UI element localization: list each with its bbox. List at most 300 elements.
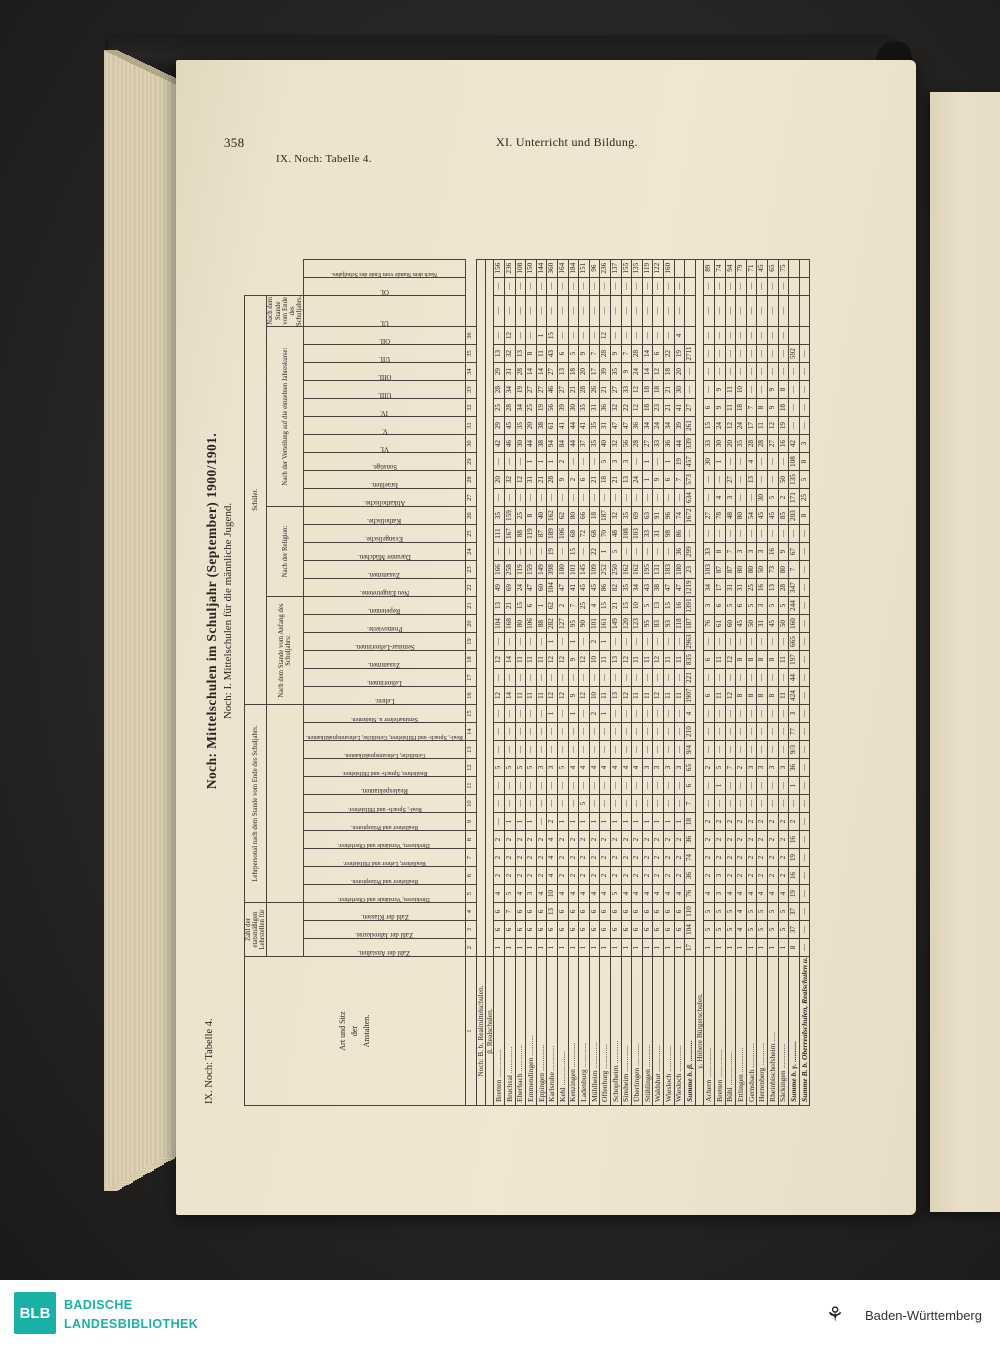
cell: 54 [746, 507, 757, 525]
cell: — [536, 813, 547, 831]
cell: 106 [557, 525, 568, 543]
cell: — [515, 543, 526, 561]
printed-sheet [186, 120, 898, 1120]
cell: 2 [589, 831, 600, 849]
cell: — [494, 813, 505, 831]
cell: 2 [725, 867, 736, 885]
cell: — [557, 489, 568, 507]
cell: — [653, 327, 664, 345]
cell: 6 [515, 921, 526, 939]
cell: 27 [536, 381, 547, 399]
section-subheading-row [485, 259, 494, 1105]
cell: 5 [494, 759, 505, 777]
table-row [725, 259, 736, 1105]
cell: — [663, 723, 674, 741]
cell: 20 [725, 435, 736, 453]
corner-label: IX. Noch: Tabelle 4. [204, 1018, 215, 1104]
cell: 6 [579, 903, 590, 921]
cell: 85 [778, 507, 789, 525]
table-row [568, 259, 579, 1105]
cell: 1 [704, 939, 715, 957]
cell: — [674, 295, 685, 326]
cell: 95 [568, 615, 579, 633]
cell: — [526, 795, 537, 813]
cell: — [746, 633, 757, 651]
cell: 27 [768, 435, 779, 453]
cell: — [568, 795, 579, 813]
cell: — [589, 277, 600, 295]
cell: 11 [674, 651, 685, 669]
cell: 4 [715, 489, 726, 507]
cell: 1 [610, 813, 621, 831]
cell: 2 [674, 831, 685, 849]
cell: — [725, 345, 736, 363]
col-label-36 [304, 327, 466, 345]
cell: 1 [642, 939, 653, 957]
table-title: Noch: Mittelschulen im Schuljahr (September) 1900/1901. [204, 432, 219, 790]
cell: 12 [632, 399, 643, 417]
cell: 1 [674, 939, 685, 957]
cell: 69 [632, 507, 643, 525]
cell: — [757, 453, 768, 471]
cell: 12 [653, 687, 664, 705]
cell: 34 [642, 417, 653, 435]
cell: 1 [568, 813, 579, 831]
cell: 3 [725, 489, 736, 507]
cell: 11 [642, 687, 653, 705]
colno-19: 19 [465, 633, 476, 651]
cell: — [715, 741, 726, 759]
stub-header [245, 957, 466, 1106]
cell: 108 [621, 525, 632, 543]
cell: 78 [715, 507, 726, 525]
cell: — [632, 453, 643, 471]
cell: 56 [547, 399, 558, 417]
cell: — [494, 277, 505, 295]
col-label-text: V. [381, 427, 388, 435]
cell: — [736, 633, 747, 651]
blb-logo: BLB [14, 1292, 56, 1334]
cell: — [610, 633, 621, 651]
cell: 5 [725, 597, 736, 615]
cell: 10 [589, 651, 600, 669]
colno-26: 26 [465, 507, 476, 525]
cell: 95 [642, 615, 653, 633]
cell: — [715, 295, 726, 326]
cell: 6 [704, 687, 715, 705]
cell: 9 [610, 345, 621, 363]
cell: 93 [663, 615, 674, 633]
cell: — [610, 277, 621, 295]
cell: — [746, 705, 757, 723]
cell: — [653, 489, 664, 507]
cell: — [568, 669, 579, 687]
cell: — [557, 543, 568, 561]
cell: — [746, 525, 757, 543]
col-label-text: Reallehrer, Sprach- und Hilfslehrer. [341, 770, 428, 777]
cell: — [799, 579, 810, 597]
cell: 2 [704, 831, 715, 849]
cell [685, 327, 696, 345]
cell: 13 [746, 471, 757, 489]
cell: 6 [621, 921, 632, 939]
colno-29: 29 [465, 453, 476, 471]
colno-14: 14 [465, 723, 476, 741]
cell: 1 [610, 939, 621, 957]
cell: — [610, 295, 621, 326]
colno-34: 34 [465, 363, 476, 381]
library-name [64, 1296, 198, 1334]
cell: 2 [568, 471, 579, 489]
cell: 3 [789, 705, 800, 723]
cell: 106 [526, 615, 537, 633]
col-label-text: Lehrer. [374, 697, 395, 705]
cell: — [789, 363, 800, 381]
cell: 6 [642, 903, 653, 921]
cell: — [663, 777, 674, 795]
cell: — [663, 295, 674, 326]
cell: 1 [653, 813, 664, 831]
cell: — [799, 795, 810, 813]
col-label-text: Zahl der Klassen. [360, 913, 409, 921]
cell: 15 [704, 417, 715, 435]
cell: 47 [526, 579, 537, 597]
section-subheading-filler [485, 259, 494, 956]
cell: — [653, 777, 664, 795]
cell: 2 [557, 867, 568, 885]
cell: 37 [789, 903, 800, 921]
table-row [610, 259, 621, 1105]
cell: 38 [536, 435, 547, 453]
cell: 2 [632, 849, 643, 867]
cell: 2 [715, 849, 726, 867]
cell: 2 [768, 813, 779, 831]
cell: 2 [768, 831, 779, 849]
row-label: Summe b. γ. ........... [789, 957, 800, 1106]
col-label-31 [304, 417, 466, 435]
cell: — [778, 741, 789, 759]
cell: 2 [610, 831, 621, 849]
cell: 1 [547, 705, 558, 723]
cell: — [557, 741, 568, 759]
cell: 2 [621, 831, 632, 849]
cell: 13 [557, 363, 568, 381]
cell: — [663, 489, 674, 507]
cell: — [663, 327, 674, 345]
cell: 1 [536, 939, 547, 957]
cell: — [557, 277, 568, 295]
cell: 25 [746, 579, 757, 597]
cell: — [536, 795, 547, 813]
cell: 4 [674, 327, 685, 345]
cell: — [674, 277, 685, 295]
cell: — [757, 669, 768, 687]
row-label: Wiesloch .............. [663, 957, 674, 1106]
cell: 1 [642, 813, 653, 831]
cell: 6 [715, 597, 726, 615]
cell: 5 [757, 921, 768, 939]
cell: 2 [736, 759, 747, 777]
cell: 2 [757, 849, 768, 867]
cell: 14 [642, 345, 653, 363]
cell: 98 [663, 525, 674, 543]
cell: 9 [778, 543, 789, 561]
cell: 6 [536, 903, 547, 921]
cell: 2 [674, 867, 685, 885]
cell: — [663, 741, 674, 759]
cell: 74 [715, 259, 726, 277]
col-label-text: Real-, Sprach- und Hilfslehrer, Geistliche, Lehramtspraktikanten. [306, 734, 463, 741]
cell: — [621, 795, 632, 813]
col-label-7 [304, 849, 466, 867]
cell: — [704, 381, 715, 399]
cell: 573 [685, 471, 696, 489]
cell: 94 [725, 259, 736, 277]
cell: — [642, 277, 653, 295]
cell: 4 [746, 453, 757, 471]
cell: 2 [768, 867, 779, 885]
cell: — [621, 669, 632, 687]
cell: — [526, 543, 537, 561]
cell: — [526, 295, 537, 326]
cell: 1 [526, 939, 537, 957]
cell: 6 [494, 921, 505, 939]
cell: 3 [621, 453, 632, 471]
cell: 2 [778, 813, 789, 831]
cell: 19 [515, 381, 526, 399]
cell: 12 [515, 471, 526, 489]
cell: — [600, 723, 611, 741]
cell: 63 [642, 507, 653, 525]
cell: 1 [642, 471, 653, 489]
cell: 25 [494, 399, 505, 417]
cell: 8 [757, 651, 768, 669]
cell: 44 [568, 435, 579, 453]
cell: 5 [725, 903, 736, 921]
cell: 1 [642, 453, 653, 471]
cell: 8 [768, 687, 779, 705]
cell: — [600, 669, 611, 687]
cell: — [715, 669, 726, 687]
cell: — [632, 795, 643, 813]
cell: 11 [526, 687, 537, 705]
cell: — [704, 277, 715, 295]
table-row [778, 259, 789, 1105]
cell: — [736, 723, 747, 741]
cell: 32 [505, 345, 516, 363]
col-label-8 [304, 831, 466, 849]
table-row [704, 259, 715, 1105]
cell: 2 [778, 831, 789, 849]
cell: 6 [704, 399, 715, 417]
cell: — [526, 277, 537, 295]
cell: — [685, 525, 696, 543]
cell: — [621, 295, 632, 326]
cell: 29 [494, 417, 505, 435]
col-label-33 [304, 381, 466, 399]
cell: — [579, 327, 590, 345]
cell: 6 [600, 903, 611, 921]
cell: — [757, 381, 768, 399]
col-label-11 [304, 777, 466, 795]
cell: 180 [557, 561, 568, 579]
cell: 5 [557, 759, 568, 777]
cell: 1 [494, 939, 505, 957]
cell: 38 [653, 579, 664, 597]
cell: — [610, 741, 621, 759]
cell: — [589, 777, 600, 795]
cell: — [536, 741, 547, 759]
cell: 12 [632, 381, 643, 399]
cell: — [778, 363, 789, 381]
cell: 2 [589, 705, 600, 723]
cell: — [621, 741, 632, 759]
cell: 4 [579, 885, 590, 903]
cell: — [557, 705, 568, 723]
cell: 4 [746, 885, 757, 903]
cell: — [547, 277, 558, 295]
col-label-23 [304, 561, 466, 579]
cell: — [768, 363, 779, 381]
cell: 32 [505, 471, 516, 489]
cell: 12 [725, 417, 736, 435]
cell: — [768, 453, 779, 471]
cell: — [799, 741, 810, 759]
cell: — [536, 633, 547, 651]
cell: — [610, 705, 621, 723]
cell: 6 [653, 903, 664, 921]
col-label-16 [304, 687, 466, 705]
col-label-text: Darunter Mädchen. [358, 553, 411, 561]
cell [685, 259, 696, 277]
cell: 360 [547, 259, 558, 277]
cell: — [674, 795, 685, 813]
cell: — [632, 777, 643, 795]
cell: 23 [653, 399, 664, 417]
cell: 86 [674, 525, 685, 543]
cell: 4 [621, 759, 632, 777]
cell: — [674, 633, 685, 651]
cell: 5 [715, 903, 726, 921]
cell: 2 [579, 831, 590, 849]
cell: — [494, 543, 505, 561]
cell: 6 [736, 597, 747, 615]
cell: 1 [725, 939, 736, 957]
cell: 2 [768, 849, 779, 867]
cell: 3 [715, 885, 726, 903]
cell: 2 [632, 831, 643, 849]
cell: — [715, 277, 726, 295]
cell: — [704, 471, 715, 489]
row-label: Ladenburg ............. [579, 957, 590, 1106]
cell: — [799, 777, 810, 795]
cell: 1 [505, 939, 516, 957]
cell: — [653, 453, 664, 471]
cell [799, 327, 810, 345]
cell: — [715, 327, 726, 345]
col-label-20 [304, 615, 466, 633]
cell: — [568, 489, 579, 507]
cell: 69 [505, 579, 516, 597]
cell: — [778, 525, 789, 543]
cell: 11 [600, 651, 611, 669]
cell: — [704, 777, 715, 795]
cell: 7 [789, 561, 800, 579]
cell: 9 [568, 687, 579, 705]
cell: — [610, 795, 621, 813]
cell: — [715, 525, 726, 543]
cell: 1 [663, 939, 674, 957]
cell: 50 [746, 615, 757, 633]
cell: — [632, 327, 643, 345]
table-row [547, 259, 558, 1105]
cell: — [757, 723, 768, 741]
cell: 6 [494, 903, 505, 921]
table-row [526, 259, 537, 1105]
cell: 4 [736, 921, 747, 939]
cell: 2 [557, 453, 568, 471]
cell: — [642, 633, 653, 651]
cell: — [799, 543, 810, 561]
cell: 9 [621, 363, 632, 381]
cell: 4 [610, 759, 621, 777]
cell: 1 [589, 813, 600, 831]
cell: 1 [557, 813, 568, 831]
cell: 46 [505, 435, 516, 453]
cell: 40 [600, 435, 611, 453]
cell: 8 [757, 399, 768, 417]
cell: 16 [757, 579, 768, 597]
cell: 6 [600, 921, 611, 939]
state-name: Baden-Württemberg [864, 1308, 982, 1323]
cell: 6 [685, 777, 696, 795]
cell: 103 [704, 561, 715, 579]
cell: 2 [642, 849, 653, 867]
cell: 12 [621, 651, 632, 669]
cell: 31 [526, 471, 537, 489]
cell: 104 [685, 921, 696, 939]
colno-13: 13 [465, 741, 476, 759]
cell: 197 [789, 651, 800, 669]
group-header-teachers: Lehrpersonal nach dem Stande vom Ende des Schuljahrs. [245, 705, 267, 903]
cell: 65 [768, 259, 779, 277]
cell: 9 [768, 381, 779, 399]
cell: — [778, 777, 789, 795]
cell: — [653, 795, 664, 813]
cell: 4 [663, 885, 674, 903]
cell: 12 [579, 687, 590, 705]
col-label-38 [304, 277, 466, 295]
col-label-21 [304, 597, 466, 615]
cell: 3 [526, 885, 537, 903]
cell: 6 [589, 903, 600, 921]
cell: — [704, 669, 715, 687]
cell: — [515, 705, 526, 723]
cell: 3 [674, 759, 685, 777]
cell: 18 [642, 399, 653, 417]
cell: 65 [685, 759, 696, 777]
cell: 30 [568, 399, 579, 417]
cell: — [515, 453, 526, 471]
cell: 4 [494, 885, 505, 903]
cell: 35 [736, 435, 747, 453]
cell: 39 [600, 363, 611, 381]
table-body [476, 259, 810, 1105]
cell: 45 [768, 507, 779, 525]
cell: 6 [579, 471, 590, 489]
cell: 11 [778, 651, 789, 669]
cell: — [778, 453, 789, 471]
